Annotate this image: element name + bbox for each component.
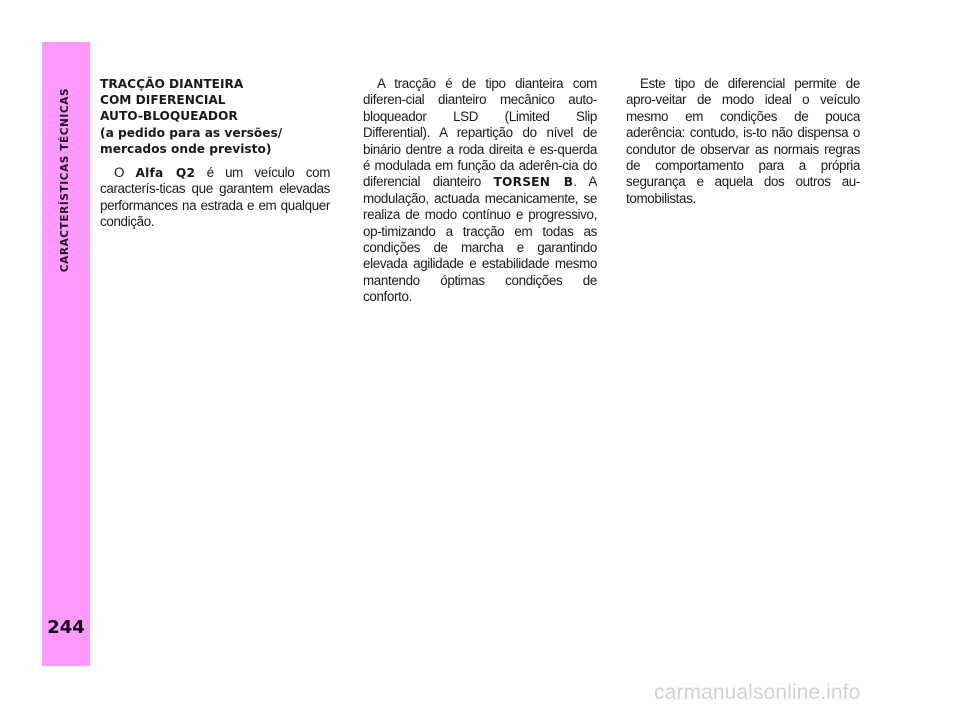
watermark-text: carmanualsonline.info <box>654 681 861 704</box>
intro-lead: O <box>114 165 136 181</box>
differential-name: TORSEN B <box>493 175 574 190</box>
differential-paragraph: Este tipo de diferencial permite de apro-veitar de modo ideal o veículo mesmo em condições de pouca aderência: contudo, is-to não dispensa o condutor de observar as normais regras de comportamento para a própria segurança e aquela dos outros au-tomobilistas. <box>626 76 860 206</box>
text-column-2 <box>363 76 597 306</box>
heading-line: COM DIFERENCIAL <box>100 93 226 108</box>
heading-line: mercados onde previsto) <box>100 141 272 156</box>
section-side-title-text: CARACTERÍSTICAS TÉCNICAS <box>59 87 71 273</box>
page-number: 244 <box>47 617 85 638</box>
text-column-1 <box>100 76 330 231</box>
intro-rest: é um veículo com caracterís-ticas que garantem elevadas performances na estrada e em qualquer condição. <box>100 165 331 230</box>
model-name: Alfa Q2 <box>135 166 196 181</box>
section-heading <box>100 76 330 157</box>
heading-line: TRACÇÃO DIANTEIRA <box>100 77 244 91</box>
traction-paragraph <box>363 76 597 306</box>
traction-text-before: A tracção é de tipo dianteira com diferen-cial dianteiro mecânico auto-bloqueador LSD (Limited Slip Differential). A repartição do nível de binário dentre a roda direita e es-querda é modulada em função da aderên-cia do diferencial dianteiro <box>363 76 597 190</box>
text-column-3 <box>626 76 860 207</box>
heading-line: AUTO-BLOQUEADOR <box>100 109 238 124</box>
section-side-title <box>55 74 75 286</box>
heading-line: (a pedido para as versões/ <box>100 125 283 140</box>
traction-text-after: . A modulação, actuada mecanicamente, se realiza de modo contínuo e progressivo, op-timizando a tracção em todas as condições de marcha e garantindo elevada agilidade e estabilidade mesmo mantendo óptimas condições de conforto. <box>363 174 597 305</box>
intro-paragraph <box>100 165 330 231</box>
